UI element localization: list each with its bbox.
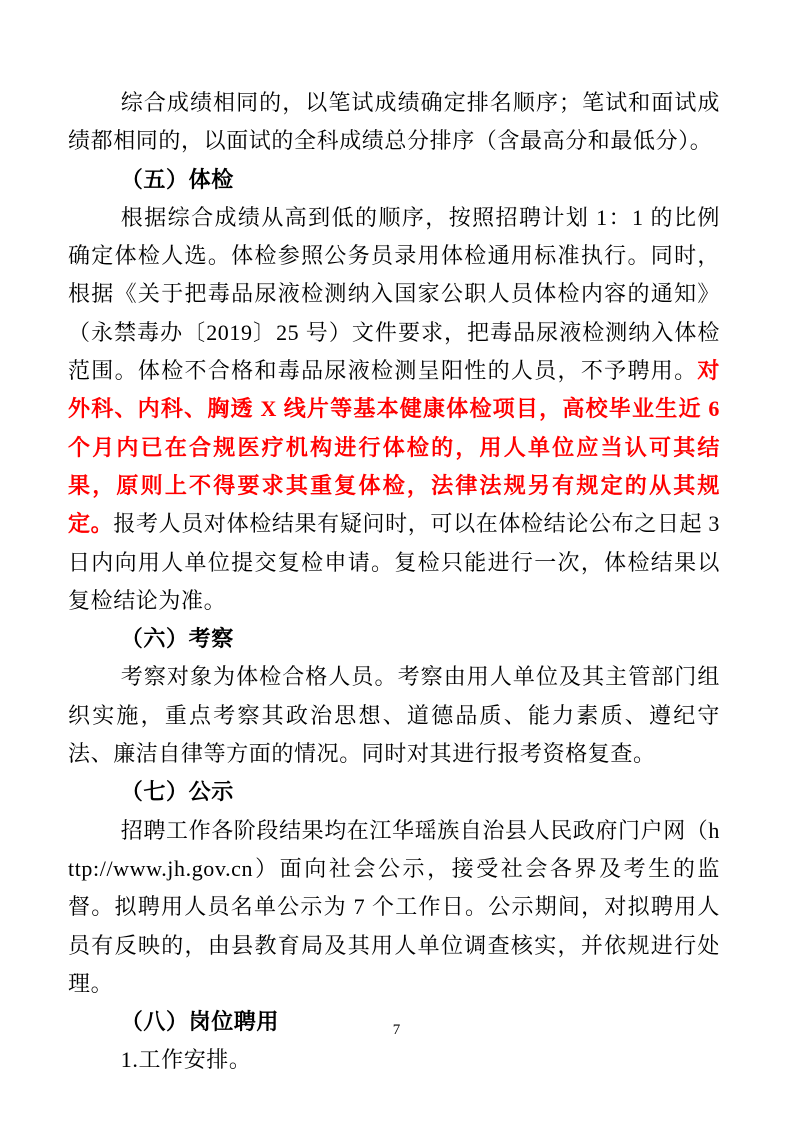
paragraph-inspection: 考察对象为体检合格人员。考察由用人单位及其主管部门组织实施，重点考察其政治思想、道德品质、能力素质、遵纪守法、廉洁自律等方面的情况。同时对其进行报考资格复查。 xyxy=(68,664,720,767)
page-number: 7 xyxy=(392,1022,401,1038)
physical-exam-text-run-2: 报考人员对体检结果有疑问时，可以在体检结论公布之日起 3 日内向用人单位提交复检申请。复检只能进行一次，体检结果以复检结论为准。 xyxy=(68,511,720,613)
physical-exam-red-emphasis: 对外科、内科、胸透 X 线片等基本健康体检项目，高校毕业生近 6 个月内已在合规医疗机构进行体检的，用人单位应当认可其结果，原则上不得要求其重复体检，法律法规另有规定的从其规定。 xyxy=(68,358,720,537)
heading-section-5-physical-exam: （五）体检 xyxy=(120,166,234,192)
paragraph-score-tie-breaking: 综合成绩相同的，以笔试成绩确定排名顺序；笔试和面试成绩都相同的，以面试的全科成绩总分排序（含最高分和最低分）。 xyxy=(68,90,720,154)
paragraph-publicity: 招聘工作各阶段结果均在江华瑶族自治县人民政府门户网（http://www.jh.gov.cn）面向社会公示，接受社会各界及考生的监督。拟聘用人员名单公示为 7 个工作日。公示期间，对拟聘用人员有反映的，由县教育局及其用人单位调查核实，并依规进行处理。 xyxy=(68,817,720,996)
heading-section-8-job-employment: （八）岗位聘用 xyxy=(120,1009,279,1035)
heading-section-6-inspection: （六）考察 xyxy=(120,626,234,652)
document-body xyxy=(68,84,720,1080)
physical-exam-text-run-1: 根据综合成绩从高到低的顺序，按照招聘计划 1：1 的比例确定体检人选。体检参照公务员录用体检通用标准执行。同时，根据《关于把毒品尿液检测纳入国家公职人员体检内容的通知》（永禁毒办〔2019〕25 号）文件要求，把毒品尿液检测纳入体检范围。体检不合格和毒品尿液检测呈阳性的人员，不予聘用。 xyxy=(68,204,720,384)
heading-section-7-publicity: （七）公示 xyxy=(120,779,234,805)
paragraph-work-arrangement: 1.工作安排。 xyxy=(120,1047,252,1073)
paragraph-physical-exam xyxy=(68,199,720,620)
